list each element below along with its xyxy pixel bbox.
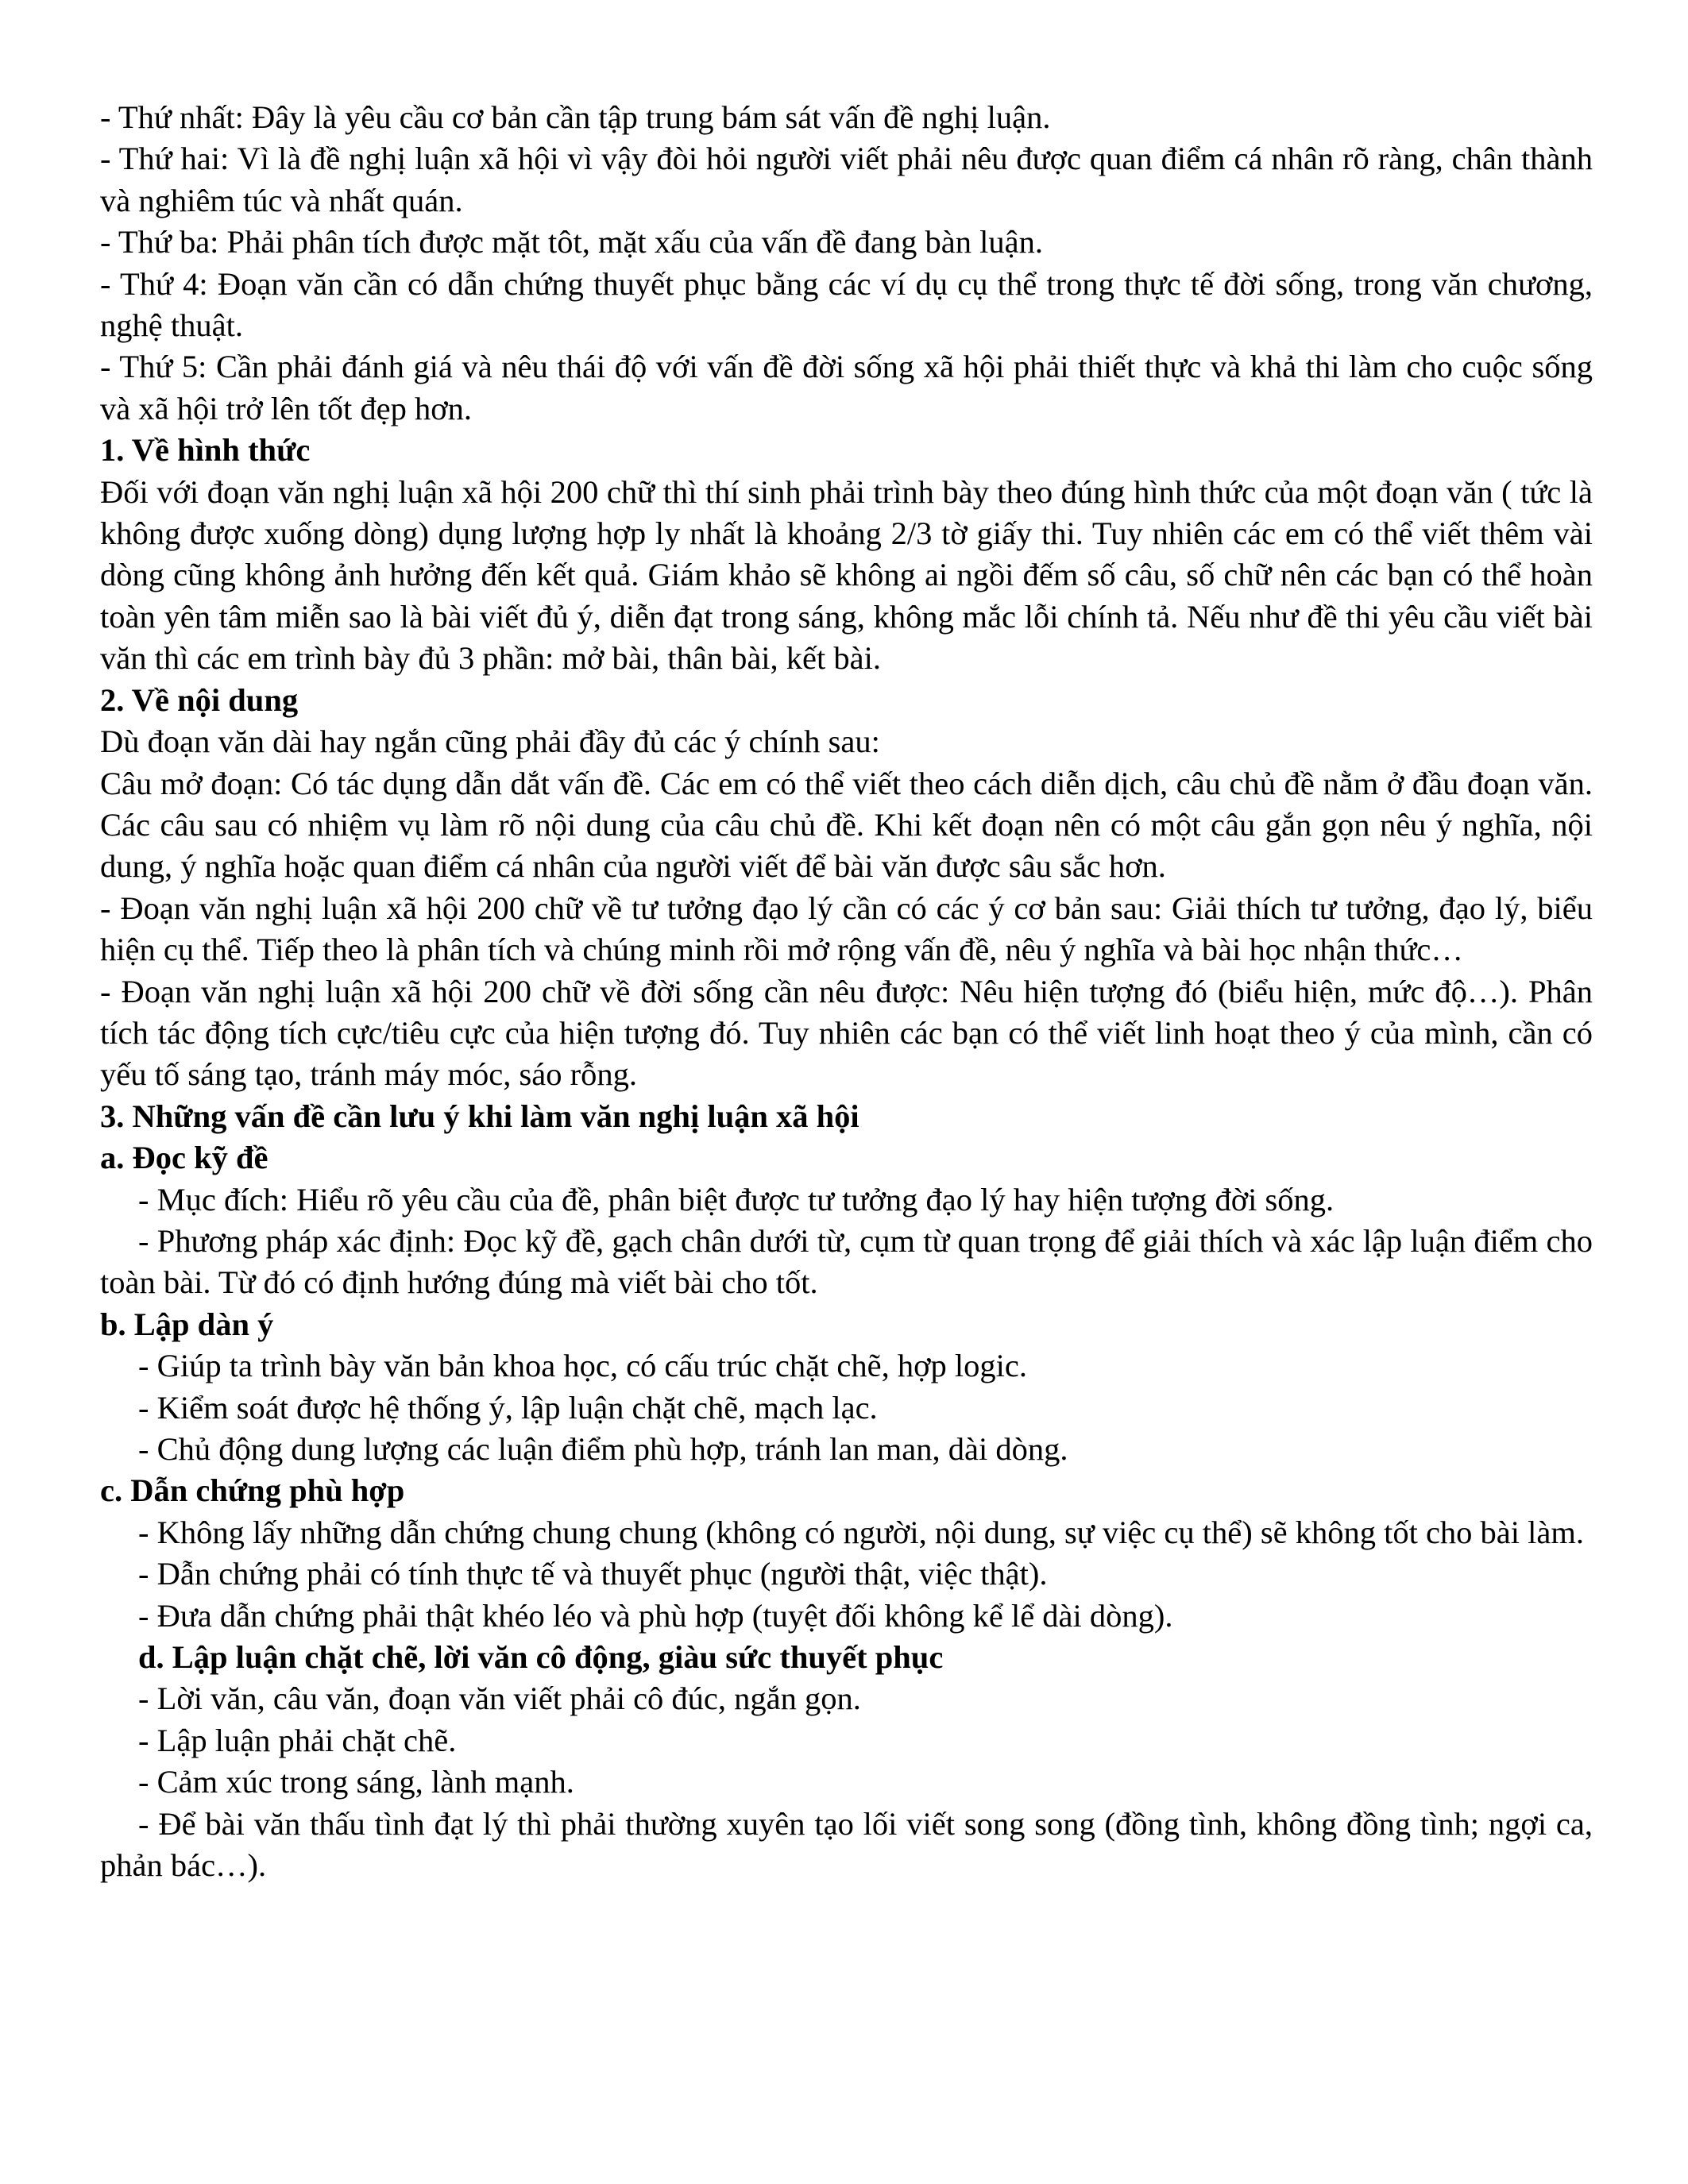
subsection-a-item-2: - Phương pháp xác định: Đọc kỹ đề, gạch chân dưới từ, cụm từ quan trọng để giải thích và xác lập luận điểm cho toàn bài. Từ đó có định hướng đúng mà viết bài cho tốt. xyxy=(100,1222,1593,1301)
section-1-heading: 1. Về hình thức xyxy=(100,432,311,469)
section-1-text: Đối với đoạn văn nghị luận xã hội 200 chữ thì thí sinh phải trình bày theo đúng hình thức của một đoạn văn ( tức là không được xuống dòng) dụng lượng hợp ly nhất là khoảng 2/3 tờ giấy thi. Tuy nhiên các em có thể viết thêm vài dòng cũng không ảnh hưởng đến kết quả. Giám khảo sẽ không ai ngồi đếm số câu, số chữ nên các bạn có thể hoàn toàn yên tâm miễn sao là bài viết đủ ý, diễn đạt trong sáng, không mắc lỗi chính tả. Nếu như đề thi yêu cầu viết bài văn thì các em trình bày đủ 3 phần: mở bài, thân bài, kết bài. xyxy=(100,473,1593,677)
section-2-paragraph-4: - Đoạn văn nghị luận xã hội 200 chữ về đời sống cần nêu được: Nêu hiện tượng đó (biểu hiện, mức độ…). Phân tích tác động tích cực/tiêu cực của hiện tượng đó. Tuy nhiên các bạn có thể viết linh hoạt theo ý của mình, cần có yếu tố sáng tạo, tránh máy móc, sáo rỗng. xyxy=(100,973,1593,1093)
subsection-d-item-2: - Lập luận phải chặt chẽ. xyxy=(138,1722,457,1758)
subsection-d-item-1: - Lời văn, câu văn, đoạn văn viết phải cô đúc, ngắn gọn. xyxy=(138,1680,861,1717)
subsection-c-item-1: - Không lấy những dẫn chứng chung chung (không có người, nội dung, sự việc cụ thể) sẽ không tốt cho bài làm. xyxy=(138,1514,1585,1550)
subsection-b-heading: b. Lập dàn ý xyxy=(100,1306,274,1342)
intro-point-3: - Thứ ba: Phải phân tích được mặt tôt, mặt xấu của vấn đề đang bàn luận. xyxy=(100,224,1043,260)
subsection-d-item-4: - Để bài văn thấu tình đạt lý thì phải thường xuyên tạo lối viết song song (đồng tình, không đồng tình; ngợi ca, phản bác…). xyxy=(100,1805,1593,1884)
section-3-heading: 3. Những vấn đề cần lưu ý khi làm văn nghị luận xã hội xyxy=(100,1098,859,1134)
intro-point-4: - Thứ 4: Đoạn văn cần có dẫn chứng thuyết phục bằng các ví dụ cụ thể trong thực tế đời sống, trong văn chương, nghệ thuật. xyxy=(100,265,1593,344)
subsection-a-heading: a. Đọc kỹ đề xyxy=(100,1140,268,1176)
subsection-b-item-3: - Chủ động dung lượng các luận điểm phù hợp, tránh lan man, dài dòng. xyxy=(138,1431,1068,1467)
subsection-d-heading: d. Lập luận chặt chẽ, lời văn cô động, giàu sức thuyết phục xyxy=(138,1639,944,1676)
subsection-c-item-3: - Đưa dẫn chứng phải thật khéo léo và phù hợp (tuyệt đối không kể lể dài dòng). xyxy=(138,1597,1173,1634)
subsection-d-item-3: - Cảm xúc trong sáng, lành mạnh. xyxy=(138,1764,574,1800)
subsection-a-item-1: - Mục đích: Hiểu rõ yêu cầu của đề, phân biệt được tư tưởng đạo lý hay hiện tượng đời sống. xyxy=(138,1181,1335,1217)
intro-point-2: - Thứ hai: Vì là đề nghị luận xã hội vì vậy đòi hỏi người viết phải nêu được quan điểm cá nhân rõ ràng, chân thành và nghiêm túc và nhất quán. xyxy=(100,141,1593,218)
section-2-paragraph-1: Dù đoạn văn dài hay ngắn cũng phải đầy đủ các ý chính sau: xyxy=(100,723,880,760)
section-2-paragraph-2: Câu mở đoạn: Có tác dụng dẫn dắt vấn đề. Các em có thể viết theo cách diễn dịch, câu chủ đề nằm ở đầu đoạn văn. Các câu sau có nhiệm vụ làm rõ nội dung của câu chủ đề. Khi kết đoạn nên có một câu gắn gọn nêu ý nghĩa, nội dung, ý nghĩa hoặc quan điểm cá nhân của người viết để bài văn được sâu sắc hơn. xyxy=(100,765,1593,885)
subsection-c-heading: c. Dẫn chứng phù hợp xyxy=(100,1472,405,1509)
subsection-b-item-2: - Kiểm soát được hệ thống ý, lập luận chặt chẽ, mạch lạc. xyxy=(138,1389,878,1426)
intro-point-1: - Thứ nhất: Đây là yêu cầu cơ bản cần tập trung bám sát vấn đề nghị luận. xyxy=(100,99,1051,135)
section-2-heading: 2. Về nội dung xyxy=(100,681,299,718)
intro-point-5: - Thứ 5: Cần phải đánh giá và nêu thái độ với vấn đề đời sống xã hội phải thiết thực và khả thi làm cho cuộc sống và xã hội trở lên tốt đẹp hơn. xyxy=(100,349,1593,426)
subsection-c-item-2: - Dẫn chứng phải có tính thực tế và thuyết phục (người thật, việc thật). xyxy=(138,1556,1048,1592)
section-2-paragraph-3: - Đoạn văn nghị luận xã hội 200 chữ về tư tưởng đạo lý cần có các ý cơ bản sau: Giải thích tư tưởng, đạo lý, biểu hiện cụ thể. Tiếp theo là phân tích và chúng minh rồi mở rộng vấn đề, nêu ý nghĩa và bài học nhận thức… xyxy=(100,889,1593,968)
subsection-b-item-1: - Giúp ta trình bày văn bản khoa học, có cấu trúc chặt chẽ, hợp logic. xyxy=(138,1348,1028,1384)
